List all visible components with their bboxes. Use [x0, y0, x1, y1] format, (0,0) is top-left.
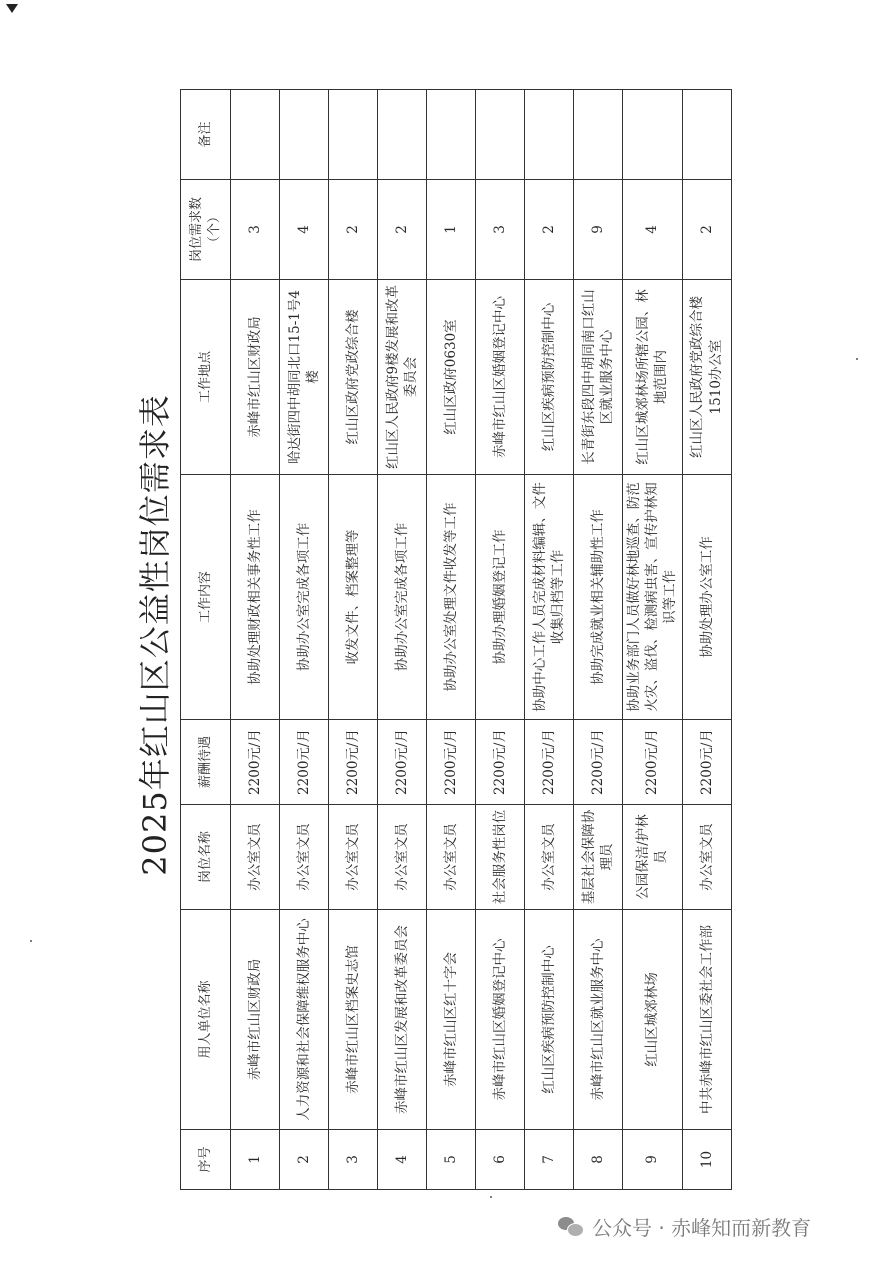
job-content-cell: 协助处理办公室工作	[682, 475, 731, 720]
job-content-cell: 协助完成就业相关辅助性工作	[574, 475, 623, 720]
table-header-row	[181, 90, 231, 1190]
row-number-cell: 2	[280, 1130, 329, 1190]
unit-name-cell: 赤峰市红山区婚姻登记中心	[476, 910, 525, 1130]
work-place-cell: 红山区人民政府9楼发展和改革委员会	[378, 280, 427, 475]
table-row	[574, 90, 623, 1190]
work-place-cell: 红山区疾病预防控制中心	[525, 280, 574, 475]
job-content-cell: 协助中心工作人员完成材料编辑、文件收集归档等工作	[525, 475, 574, 720]
post-name-cell: 基层社会保障协理员	[574, 805, 623, 910]
demand-count-cell: 4	[623, 180, 683, 280]
scan-speck	[30, 940, 32, 942]
note-cell	[280, 90, 329, 180]
note-cell	[329, 90, 378, 180]
salary-cell: 2200元/月	[231, 720, 280, 805]
unit-name-cell: 赤峰市红山区就业服务中心	[574, 910, 623, 1130]
unit-name-cell: 红山区城郊林场	[623, 910, 683, 1130]
row-number-cell: 1	[231, 1130, 280, 1190]
salary-cell: 2200元/月	[280, 720, 329, 805]
table-row	[231, 90, 280, 1190]
job-content-cell: 协助办理婚姻登记工作	[476, 475, 525, 720]
salary-cell: 2200元/月	[682, 720, 731, 805]
header-cell: 序号	[181, 1130, 231, 1190]
work-place-cell: 长青街东段四中胡同南口红山区就业服务中心	[574, 280, 623, 475]
demand-count-cell: 3	[231, 180, 280, 280]
row-number-cell: 3	[329, 1130, 378, 1190]
work-place-cell: 赤峰市红山区财政局	[231, 280, 280, 475]
demand-count-cell: 9	[574, 180, 623, 280]
job-content-cell: 协助处理财政相关事务性工作	[231, 475, 280, 720]
header-cell: 工作地点	[181, 280, 231, 475]
row-number-cell: 8	[574, 1130, 623, 1190]
demand-count-cell: 1	[427, 180, 476, 280]
work-place-cell: 哈达街四中胡同北口15-1号4楼	[280, 280, 329, 475]
work-place-cell: 赤峰市红山区婚姻登记中心	[476, 280, 525, 475]
post-name-cell: 办公室文员	[427, 805, 476, 910]
unit-name-cell: 赤峰市红山区发展和改革委员会	[378, 910, 427, 1130]
table-row	[623, 90, 683, 1190]
work-place-cell: 红山区城郊林场所辖公园、林地范围内	[623, 280, 683, 475]
post-name-cell: 社会服务性岗位	[476, 805, 525, 910]
scan-speck	[490, 1196, 492, 1198]
table-row	[682, 90, 731, 1190]
post-name-cell: 办公室文员	[525, 805, 574, 910]
post-name-cell: 办公室文员	[378, 805, 427, 910]
post-name-cell: 办公室文员	[280, 805, 329, 910]
note-cell	[378, 90, 427, 180]
watermark	[558, 1206, 811, 1246]
row-number-cell: 10	[682, 1130, 731, 1190]
table-row	[427, 90, 476, 1190]
table-row	[476, 90, 525, 1190]
unit-name-cell: 赤峰市红山区财政局	[231, 910, 280, 1130]
header-cell: 岗位名称	[181, 805, 231, 910]
unit-name-cell: 人力资源和社会保障维权服务中心	[280, 910, 329, 1130]
row-number-cell: 5	[427, 1130, 476, 1190]
corner-scan-mark	[6, 4, 18, 13]
post-name-cell: 办公室文员	[329, 805, 378, 910]
unit-name-cell: 中共赤峰市红山区委社会工作部	[682, 910, 731, 1130]
note-cell	[427, 90, 476, 180]
demand-count-cell: 4	[280, 180, 329, 280]
job-content-cell: 协助办公室完成各项工作	[280, 475, 329, 720]
unit-name-cell: 赤峰市红山区档案史志馆	[329, 910, 378, 1130]
row-number-cell: 6	[476, 1130, 525, 1190]
work-place-cell: 红山区政府党政综合楼	[329, 280, 378, 475]
post-name-cell: 办公室文员	[682, 805, 731, 910]
demand-count-cell: 2	[682, 180, 731, 280]
document-title: 2025年红山区公益性岗位需求表	[136, 394, 174, 876]
row-number-cell: 9	[623, 1130, 683, 1190]
note-cell	[623, 90, 683, 180]
salary-cell: 2200元/月	[427, 720, 476, 805]
demand-count-cell: 2	[329, 180, 378, 280]
work-place-cell: 红山区人民政府党政综合楼1510办公室	[682, 280, 731, 475]
table-row	[525, 90, 574, 1190]
post-name-cell: 办公室文员	[231, 805, 280, 910]
unit-name-cell: 红山区疾病预防控制中心	[525, 910, 574, 1130]
watermark-text: 公众号 · 赤峰知而新教育	[592, 1215, 812, 1240]
rotated-document	[130, 80, 730, 1190]
row-number-cell: 7	[525, 1130, 574, 1190]
row-number-cell: 4	[378, 1130, 427, 1190]
demand-count-cell: 3	[476, 180, 525, 280]
salary-cell: 2200元/月	[329, 720, 378, 805]
work-place-cell: 红山区政府0630室	[427, 280, 476, 475]
scan-speck	[856, 358, 858, 360]
salary-cell: 2200元/月	[378, 720, 427, 805]
demand-count-cell: 2	[378, 180, 427, 280]
job-content-cell: 协助办公室处理文件收发等工作	[427, 475, 476, 720]
note-cell	[231, 90, 280, 180]
header-cell: 用人单位名称	[181, 910, 231, 1130]
salary-cell: 2200元/月	[574, 720, 623, 805]
note-cell	[476, 90, 525, 180]
salary-cell: 2200元/月	[623, 720, 683, 805]
note-cell	[574, 90, 623, 180]
demand-count-cell: 2	[525, 180, 574, 280]
header-cell: 工作内容	[181, 475, 231, 720]
header-cell: 备注	[181, 90, 231, 180]
table-row	[329, 90, 378, 1190]
table-row	[378, 90, 427, 1190]
note-cell	[525, 90, 574, 180]
table-row	[280, 90, 329, 1190]
job-demand-table	[180, 89, 732, 1190]
unit-name-cell: 赤峰市红山区红十字会	[427, 910, 476, 1130]
wechat-logo-icon	[558, 1215, 584, 1237]
salary-cell: 2200元/月	[476, 720, 525, 805]
note-cell	[682, 90, 731, 180]
job-content-cell: 收发文件、档案整理等	[329, 475, 378, 720]
job-content-cell: 协助办公室完成各项工作	[378, 475, 427, 720]
salary-cell: 2200元/月	[525, 720, 574, 805]
header-cell: 薪酬待遇	[181, 720, 231, 805]
header-cell: 岗位需求数（个）	[181, 180, 231, 280]
job-content-cell: 协助业务部门人员做好林地巡查、防范火灾、盗伐、检测病虫害、宣传护林知识等工作	[623, 475, 683, 720]
post-name-cell: 公园保洁/护林员	[623, 805, 683, 910]
